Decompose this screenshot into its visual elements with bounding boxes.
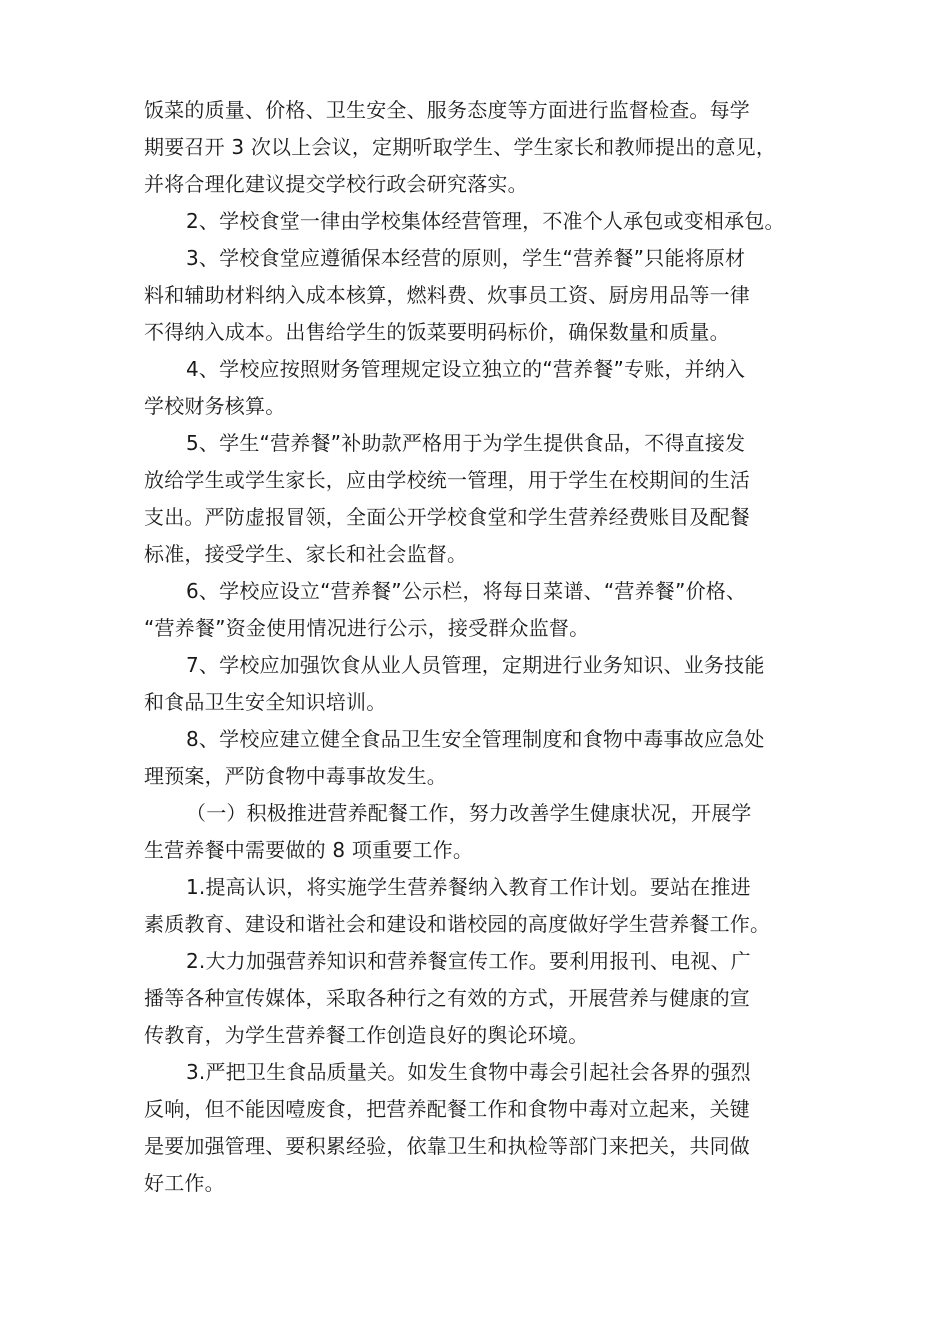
text-line: 学校财务核算。 (144, 394, 286, 418)
text-line: 2.大力加强营养知识和营养餐宣传工作。要利用报刊、电视、广 (186, 949, 751, 973)
text-line: 放给学生或学生家长，应由学校统一管理，用于学生在校期间的生活 (144, 468, 750, 492)
text-line: 1.提高认识，将实施学生营养餐纳入教育工作计划。要站在推进 (186, 875, 751, 899)
text-line: 传教育，为学生营养餐工作创造良好的舆论环境。 (144, 1023, 589, 1047)
text-line: 饭菜的质量、价格、卫生安全、服务态度等方面进行监督检查。每学 (144, 98, 750, 122)
text-line: 期要召开 3 次以上会议，定期听取学生、学生家长和教师提出的意见， (144, 135, 777, 159)
text-line: 3.严把卫生食品质量关。如发生食物中毒会引起社会各界的强烈 (186, 1060, 751, 1084)
document-body (144, 92, 824, 1202)
text-line: 和食品卫生安全知识培训。 (144, 690, 387, 714)
text-line: 6、学校应设立“营养餐”公示栏，将每日菜谱、“营养餐”价格、 (186, 579, 747, 603)
text-line: 3、学校食堂应遵循保本经营的原则，学生“营养餐”只能将原材 (186, 246, 746, 270)
text-line: （一）积极推进营养配餐工作，努力改善学生健康状况，开展学 (186, 801, 752, 825)
text-line: 生营养餐中需要做的 8 项重要工作。 (144, 838, 474, 862)
text-line: 反响，但不能因噎废食，把营养配餐工作和食物中毒对立起来，关键 (144, 1097, 750, 1121)
text-line: 并将合理化建议提交学校行政会研究落实。 (144, 172, 528, 196)
text-line: 好工作。 (144, 1171, 225, 1195)
text-line: 素质教育、建设和谐社会和建设和谐校园的高度做好学生营养餐工作。 (144, 912, 771, 936)
text-line: 2、学校食堂一律由学校集体经营管理，不准个人承包或变相承包。 (186, 209, 785, 233)
text-line: 播等各种宣传媒体，采取各种行之有效的方式，开展营养与健康的宣 (144, 986, 750, 1010)
text-line: 不得纳入成本。出售给学生的饭菜要明码标价，确保数量和质量。 (144, 320, 730, 344)
text-line: 支出。严防虚报冒领，全面公开学校食堂和学生营养经费账目及配餐 (144, 505, 750, 529)
text-line: 7、学校应加强饮食从业人员管理，定期进行业务知识、业务技能 (186, 653, 765, 677)
text-line: 5、学生“营养餐”补助款严格用于为学生提供食品，不得直接发 (186, 431, 746, 455)
text-line: 理预案，严防食物中毒事故发生。 (144, 764, 447, 788)
text-line: 4、学校应按照财务管理规定设立独立的“营养餐”专账，并纳入 (186, 357, 746, 381)
text-line: 料和辅助材料纳入成本核算，燃料费、炊事员工资、厨房用品等一律 (144, 283, 750, 307)
text-line: 标准，接受学生、家长和社会监督。 (144, 542, 468, 566)
text-line: “营养餐”资金使用情况进行公示，接受群众监督。 (144, 616, 590, 640)
text-line: 是要加强管理、要积累经验，依靠卫生和执检等部门来把关，共同做 (144, 1134, 750, 1158)
text-line: 8、学校应建立健全食品卫生安全管理制度和食物中毒事故应急处 (186, 727, 765, 751)
